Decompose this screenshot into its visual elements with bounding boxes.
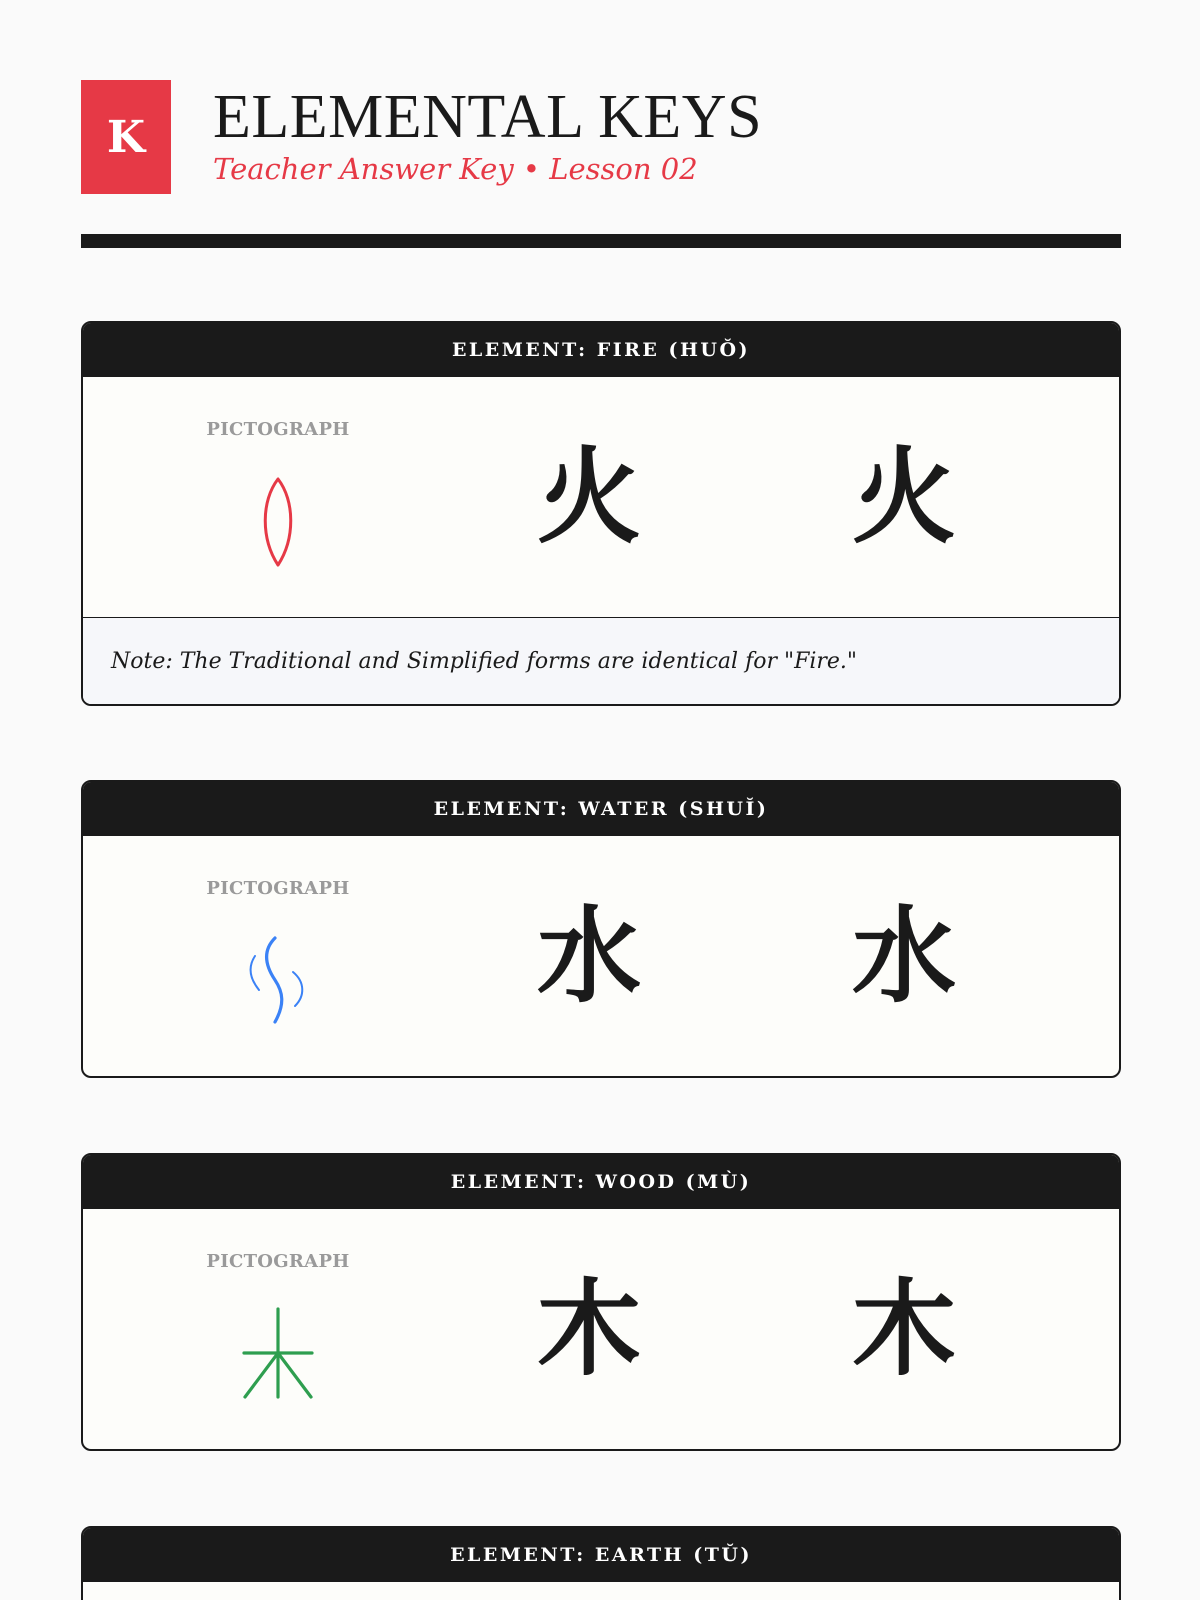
logo-letter: K (106, 111, 146, 163)
card-body (83, 1209, 1119, 1449)
card-note: Note: The Traditional and Simplified forms are identical for "Fire." (83, 617, 1119, 704)
page-subtitle: Teacher Answer Key • Lesson 02 (213, 152, 698, 186)
element-card-water (81, 780, 1121, 1078)
traditional-character: 水 (536, 895, 641, 1017)
element-card-earth (81, 1526, 1121, 1600)
simplified-character: 水 (851, 895, 956, 1017)
page-title: ELEMENTAL KEYS (213, 83, 763, 151)
logo-badge (81, 80, 171, 194)
card-heading: ELEMENT: WATER (SHUĬ) (83, 782, 1119, 836)
card-body (83, 1582, 1119, 1600)
simplified-character: 木 (851, 1268, 956, 1390)
traditional-character: 火 (536, 436, 641, 558)
page-header (81, 80, 1121, 248)
element-card-fire (81, 321, 1121, 706)
water-wave-icon (233, 932, 323, 1032)
card-body (83, 377, 1119, 617)
header-divider (81, 234, 1121, 248)
flame-icon (233, 473, 323, 573)
tree-icon (233, 1305, 323, 1405)
pictograph-label: PICTOGRAPH (206, 419, 350, 440)
pictograph-label: PICTOGRAPH (206, 1251, 350, 1272)
card-heading: ELEMENT: WOOD (MÙ) (83, 1155, 1119, 1209)
element-card-wood (81, 1153, 1121, 1451)
card-heading: ELEMENT: FIRE (HUŎ) (83, 323, 1119, 377)
card-heading: ELEMENT: EARTH (TŬ) (83, 1528, 1119, 1582)
simplified-character: 火 (851, 436, 956, 558)
pictograph-label: PICTOGRAPH (206, 878, 350, 899)
card-body (83, 836, 1119, 1076)
traditional-character: 木 (536, 1268, 641, 1390)
